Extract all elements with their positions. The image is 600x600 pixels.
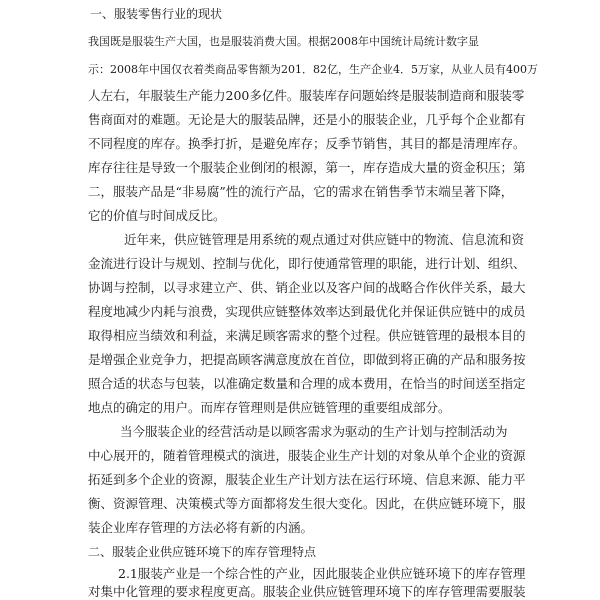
paragraph-line: 不同程度的库存。换季打折，是避免库存；反季节销售，其目的都是清理库存。 xyxy=(88,136,526,151)
paragraph-line: 人左右，年服装生产能力200多亿件。服装库存问题始终是服装制造商和服装零 xyxy=(88,88,525,103)
paragraph-line: 拓延到多个企业的资源，服装企业生产计划方法在运行环境、信息来源、能力平 xyxy=(88,472,526,487)
section-heading-1: 一、服装零售行业的现状 xyxy=(90,7,223,21)
paragraph-line: 对集中化管理的要求程度更高。服装企业供应链管理环境下的库存管理需要服装 xyxy=(88,584,526,599)
paragraph-line: 程度地减少内耗与浪费，实现供应链整体效率达到最优化并保证供应链中的成员 xyxy=(88,304,526,319)
section-heading-2: 二、服装企业供应链环境下的库存管理特点 xyxy=(88,545,317,559)
paragraph-line: 协调与控制，以寻求建立产、供、销企业以及客户间的战略合作伙伴关系，最大 xyxy=(88,280,526,295)
paragraph-line: 示：2008年中国仅衣着类商品零售额为201．82亿，生产企业4．5万家，从业人员有400万 xyxy=(88,63,538,76)
paragraph-line: 近年来，供应链管理是用系统的观点通过对供应链中的物流、信息流和资 xyxy=(124,232,525,247)
paragraph-line: 衡、资源管理、决策模式等方面都将发生很大变化。因此，在供应链环境下，服 xyxy=(88,496,526,511)
paragraph-line: 照合适的状态与包装，以准确定数量和合理的成本费用，在恰当的时间送至指定 xyxy=(88,376,526,391)
paragraph-line: 2.1服装产业是一个综合性的产业，因此服装企业供应链环境下的库存管理 xyxy=(118,566,526,581)
paragraph-line: 装企业库存管理的方法必将有新的内涵。 xyxy=(88,520,314,535)
paragraph-line: 售商面对的难题。无论是大的服装品牌，还是小的服装企业，几乎每个企业都有 xyxy=(88,112,526,127)
paragraph-line: 中心展开的，随着管理模式的演进，服装企业生产计划的对象从单个企业的资源 xyxy=(88,448,526,463)
paragraph-line: 二，服装产品是“非易腐”性的流行产品，它的需求在销售季节末端呈著下降， xyxy=(88,184,514,199)
paragraph-line: 是增强企业竞争力，把提高顾客满意度放在首位，即做到将正确的产品和服务按 xyxy=(88,352,526,367)
paragraph-line: 库存往往是导致一个服装企业倒闭的根源，第一，库存造成大量的资金积压；第 xyxy=(88,160,526,175)
paragraph-line: 地点的确定的用户。而库存管理则是供应链管理的重要组成部分。 xyxy=(88,400,451,415)
paragraph-line: 它的价值与时间成反比。 xyxy=(88,208,226,223)
paragraph-line: 当今服装企业的经营活动是以顾客需求为驱动的生产计划与控制活动为 xyxy=(120,424,508,439)
paragraph-line: 我国既是服装生产大国，也是服装消费大国。根据2008年中国统计局统计数字显 xyxy=(88,35,479,48)
paragraph-line: 取得相应当绩效和利益，来满足顾客需求的整个过程。供应链管理的最根本目的 xyxy=(88,328,526,343)
paragraph-line: 金流进行设计与规划、控制与优化，即行使通常管理的职能，进行计划、组织、 xyxy=(88,256,526,271)
